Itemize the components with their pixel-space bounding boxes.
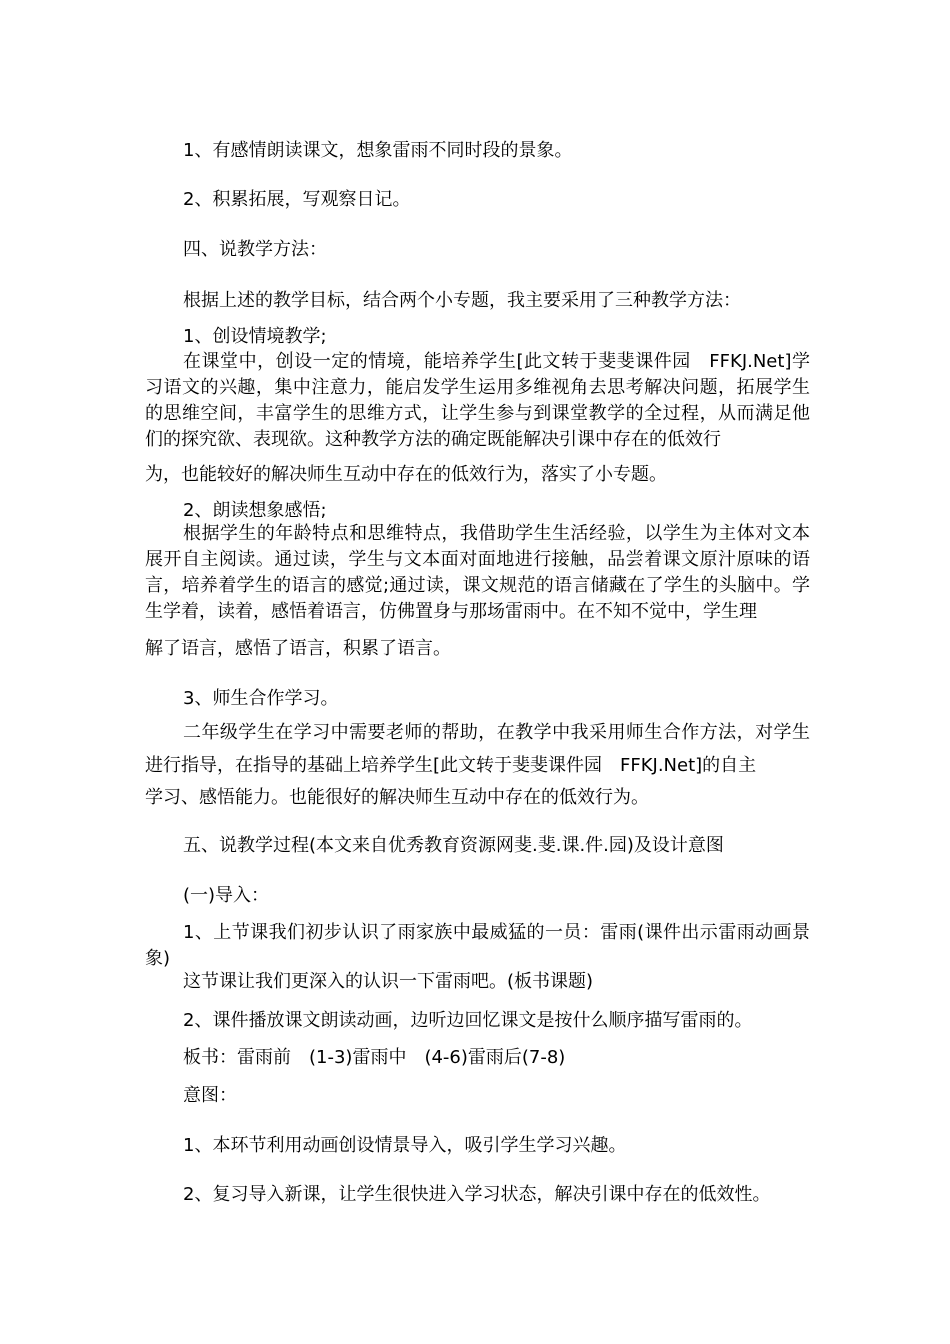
method-3-body: 二年级学生在学习中需要老师的帮助，在教学中我采用师生合作方法，对学生进行指导，在指导的基础上培养学生[此文转于斐斐课件园 FFKJ.Net]的自主 [145, 722, 810, 776]
subsection-intro-heading: (一)导入： [183, 885, 270, 906]
method-1-body: 在课堂中，创设一定的情境，能培养学生[此文转于斐斐课件园 FFKJ.Net]学习语文的兴趣，集中注意力，能启发学生运用多维视角去思考解决问题，拓展学生的思维空间，丰富学生的思维方式，让学生参与到课堂教学的全过程，从而满足他们的探究欲、表现欲。这种教学方法的确定既能解决引课中存在的低效行 [145, 351, 810, 450]
blackboard-outline: 板书：雷雨前 (1-3)雷雨中 (4-6)雷雨后(7-8) [183, 1047, 566, 1068]
section-heading-methods: 四、说教学方法： [183, 239, 327, 260]
objective-1: 1、有感情朗读课文，想象雷雨不同时段的景象。 [183, 140, 573, 161]
method-2-body-end: 解了语言，感悟了语言，积累了语言。 [145, 638, 451, 659]
objective-2: 2、积累拓展，写观察日记。 [183, 189, 411, 210]
intro-step-1: 1、上节课我们初步认识了雨家族中最威猛的一员：雷雨(课件出示雷雨动画景象) [145, 922, 810, 969]
method-1-title: 1、创设情境教学; [183, 326, 327, 347]
intent-heading: 意图： [183, 1085, 237, 1106]
intro-step-2: 2、课件播放课文朗读动画，边听边回忆课文是按什么顺序描写雷雨的。 [183, 1010, 753, 1031]
intro-step-1-followup: 这节课让我们更深入的认识一下雷雨吧。(板书课题) [183, 971, 594, 992]
method-2-title: 2、朗读想象感悟; [183, 500, 327, 521]
methods-intro: 根据上述的教学目标，结合两个小专题，我主要采用了三种教学方法： [183, 290, 741, 311]
intent-1: 1、本环节利用动画创设情景导入，吸引学生学习兴趣。 [183, 1135, 627, 1156]
method-1-body-end: 为，也能较好的解决师生互动中存在的低效行为，落实了小专题。 [145, 464, 667, 485]
method-3-title: 3、师生合作学习。 [183, 688, 339, 709]
method-2-body: 根据学生的年龄特点和思维特点，我借助学生生活经验，以学生为主体对文本展开自主阅读。通过读，学生与文本面对面地进行接触，品尝着课文原汁原味的语言，培养着学生的语言的感觉;通过读，课文规范的语言储藏在了学生的头脑中。学生学着，读着，感悟着语言，仿佛置身与那场雷雨中。在不知不觉中，学生理 [145, 523, 810, 622]
intent-2: 2、复习导入新课，让学生很快进入学习状态，解决引课中存在的低效性。 [183, 1184, 771, 1205]
section-heading-process: 五、说教学过程(本文来自优秀教育资源网斐.斐.课.件.园)及设计意图 [183, 835, 724, 856]
method-3-body-end: 学习、感悟能力。也能很好的解决师生互动中存在的低效行为。 [145, 787, 649, 808]
